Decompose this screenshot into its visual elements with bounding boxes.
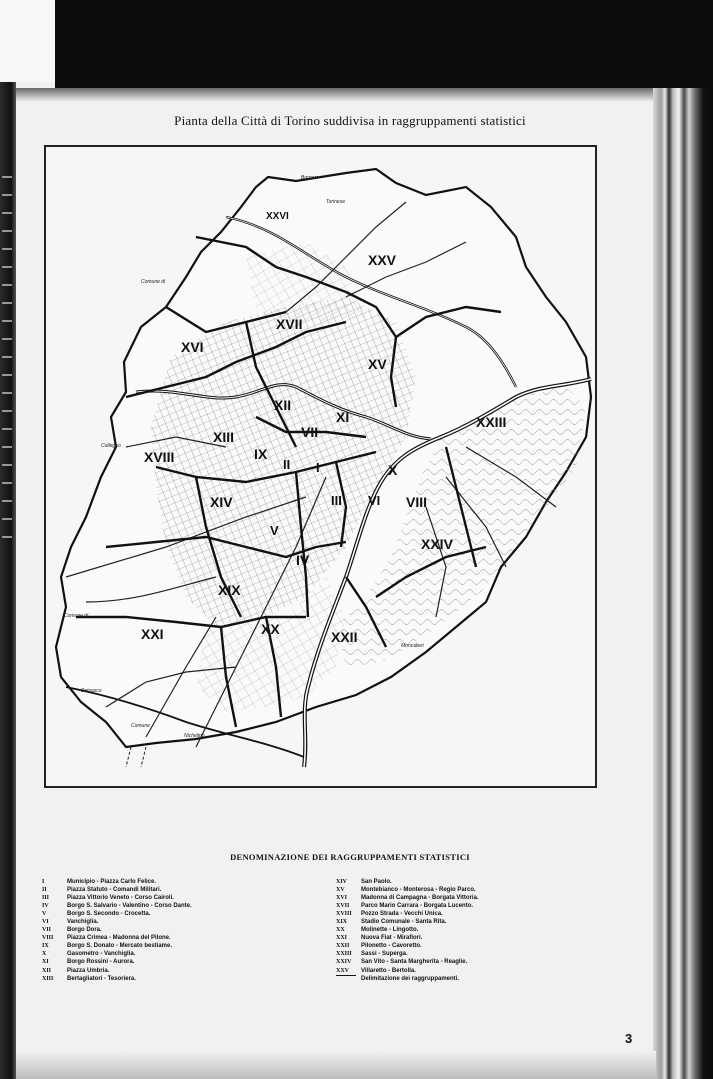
legend-row bbox=[336, 950, 479, 958]
legend-left-column bbox=[42, 878, 192, 983]
scan-left-marks bbox=[2, 160, 12, 540]
legend-title: DENOMINAZIONE DEI RAGGRUPPAMENTI STATISTICI bbox=[230, 852, 470, 862]
district-label-xviii: XVIII bbox=[144, 449, 175, 465]
district-label-vii: VII bbox=[301, 424, 319, 440]
legend-num: XXIII bbox=[336, 951, 352, 958]
district-label-xx: XX bbox=[261, 621, 280, 637]
district-label-ix: IX bbox=[254, 446, 268, 462]
legend-label: Sassi - Superga. bbox=[361, 951, 408, 958]
legend-row bbox=[42, 942, 192, 950]
legend-row bbox=[336, 967, 479, 975]
district-label-xiii: XIII bbox=[213, 429, 235, 445]
legend-label: Villaretto - Bertolla. bbox=[361, 967, 416, 974]
legend-num: XVIII bbox=[336, 911, 352, 918]
legend-label: Pozzo Strada - Vecchi Unica. bbox=[361, 911, 443, 918]
legend-row bbox=[336, 894, 479, 902]
legend-label: Parco Mario Carrara - Borgata Lucento. bbox=[361, 903, 474, 910]
page-bottom-shadow bbox=[16, 1051, 656, 1079]
legend-num: III bbox=[42, 895, 50, 902]
legend-num: IX bbox=[42, 943, 49, 950]
legend-num: XX bbox=[336, 927, 345, 934]
legend-row bbox=[42, 934, 192, 942]
legend-num: II bbox=[42, 887, 47, 894]
legend-label: Gasometro - Vanchiglia. bbox=[67, 951, 136, 958]
legend-row bbox=[42, 975, 192, 983]
district-label-vi: VI bbox=[368, 493, 381, 508]
legend-label: Pilonetto - Cavoretto. bbox=[361, 943, 422, 950]
legend-label: Piazza Statuto - Comandi Militari. bbox=[67, 887, 162, 894]
street-label: Comune di bbox=[141, 279, 166, 285]
district-label-iv: IV bbox=[296, 552, 310, 568]
legend-row bbox=[336, 942, 479, 950]
legend-num: VI bbox=[42, 919, 49, 926]
district-label-xxv: XXV bbox=[368, 252, 397, 268]
legend-num: XIV bbox=[336, 879, 348, 885]
district-label-x: X bbox=[388, 462, 398, 478]
legend-num: X bbox=[42, 951, 47, 958]
legend-label: Borgo S. Donato - Mercato bestiame. bbox=[67, 943, 173, 950]
legend-row bbox=[336, 926, 479, 934]
legend-row bbox=[42, 950, 192, 958]
district-label-i: I bbox=[316, 460, 320, 475]
district-label-xix: XIX bbox=[218, 582, 241, 598]
legend-row bbox=[42, 878, 192, 886]
legend-num: VII bbox=[42, 927, 52, 934]
district-label-xv: XV bbox=[368, 356, 387, 372]
district-label-xxiv: XXIV bbox=[421, 536, 453, 552]
street-label: Collegno bbox=[101, 443, 121, 449]
legend-num: IV bbox=[42, 903, 49, 910]
district-label-xvi: XVI bbox=[181, 339, 204, 355]
street-label: Borgaro bbox=[301, 175, 319, 181]
legend-num: V bbox=[42, 911, 47, 918]
legend-num: XII bbox=[42, 967, 52, 974]
page-title: Pianta della Città di Torino suddivisa in raggruppamenti statistici bbox=[174, 113, 526, 128]
legend-row bbox=[336, 934, 479, 942]
street-label: Torinese bbox=[326, 199, 345, 205]
legend-label: Borgo S. Salvario - Valentino - Corso Dante. bbox=[67, 903, 192, 910]
legend-num: XXII bbox=[336, 943, 350, 950]
boundary-line-symbol bbox=[336, 975, 356, 983]
district-label-viii: VIII bbox=[406, 494, 428, 510]
legend-row bbox=[336, 958, 479, 966]
scan-top-border bbox=[55, 0, 713, 92]
legend-label: Montebianco - Monterosa - Regio Parco. bbox=[361, 887, 476, 894]
legend-row bbox=[42, 958, 192, 966]
legend-label: Borgo Dora. bbox=[67, 927, 102, 934]
street-label: Moncalieri bbox=[401, 643, 424, 649]
district-label-xi: XI bbox=[336, 409, 350, 425]
legend-row bbox=[336, 878, 479, 886]
street-label: Nichelino bbox=[184, 733, 205, 739]
legend-row bbox=[42, 886, 192, 894]
legend-row bbox=[336, 886, 479, 894]
legend-row bbox=[42, 910, 192, 918]
legend-label: Nuova Fiat - Mirafiori. bbox=[361, 935, 423, 942]
district-label-xxi: XXI bbox=[141, 626, 164, 642]
legend-right-column bbox=[336, 878, 479, 983]
legend-num: XIX bbox=[336, 919, 348, 926]
legend-row bbox=[42, 894, 192, 902]
legend-row bbox=[336, 902, 479, 910]
legend-num: I bbox=[42, 879, 45, 885]
legend-num: XV bbox=[336, 887, 345, 894]
legend-row bbox=[42, 926, 192, 934]
legend-label: Municipio - Piazza Carlo Felice. bbox=[67, 879, 157, 885]
legend-label: Piazza Vittorio Veneto - Corso Cairoli. bbox=[67, 895, 174, 902]
legend-label: Bertagliatori - Tesoriera. bbox=[67, 975, 136, 982]
legend-row bbox=[42, 902, 192, 910]
legend-num: XIII bbox=[42, 975, 54, 982]
city-map bbox=[44, 145, 597, 788]
street-label: Comune bbox=[131, 723, 150, 729]
city-map-drawing bbox=[46, 147, 599, 790]
district-label-v: V bbox=[270, 523, 279, 538]
district-label-iii: III bbox=[331, 493, 342, 508]
legend-row bbox=[336, 910, 479, 918]
legend-label: San Vito - Santa Margherita - Reaglie. bbox=[361, 959, 468, 966]
legend-label: San Paolo. bbox=[361, 879, 392, 885]
legend-num: XXV bbox=[336, 967, 349, 974]
district-label-ii: II bbox=[283, 457, 291, 472]
legend-label: Madonna di Campagna - Borgata Vittoria. bbox=[361, 895, 479, 902]
legend-row bbox=[42, 918, 192, 926]
street-label: Comune di bbox=[64, 613, 89, 619]
legend-row bbox=[42, 967, 192, 975]
legend-num: XXI bbox=[336, 935, 348, 942]
page-number: 3 bbox=[625, 1031, 633, 1046]
legend-label: Borgo S. Secondo - Crocetta. bbox=[67, 911, 151, 918]
district-label-xxii: XXII bbox=[331, 629, 358, 645]
legend-num: VIII bbox=[42, 935, 54, 942]
district-label-xxvi: XXVI bbox=[266, 211, 289, 222]
legend-boundary-label: Delimitazione dei raggruppamenti. bbox=[361, 975, 460, 982]
legend-label: Stadio Comunale - Santa Rita. bbox=[361, 919, 447, 926]
district-label-xiv: XIV bbox=[210, 494, 233, 510]
legend-label: Molinette - Lingotto. bbox=[361, 927, 419, 934]
legend-num: XXIV bbox=[336, 959, 352, 966]
book-binding bbox=[653, 88, 713, 1079]
legend-label: Piazza Crimea - Madonna del Pilone. bbox=[67, 935, 171, 942]
legend-label: Vanchiglia. bbox=[67, 919, 99, 926]
legend-num: XVI bbox=[336, 895, 348, 902]
page-top-shadow bbox=[16, 88, 666, 102]
street-label: Beinasco bbox=[81, 688, 102, 694]
scan-corner bbox=[0, 0, 55, 82]
legend-num: XVII bbox=[336, 903, 350, 910]
legend-label: Borgo Rossini - Aurora. bbox=[67, 959, 135, 966]
district-label-xii: XII bbox=[274, 397, 292, 413]
legend-row bbox=[336, 918, 479, 926]
legend-num: XI bbox=[42, 959, 49, 966]
legend-label: Piazza Umbria. bbox=[67, 967, 110, 974]
district-label-xvii: XVII bbox=[276, 316, 303, 332]
district-label-xxiii: XXIII bbox=[476, 414, 507, 430]
legend-boundary-row bbox=[336, 975, 479, 983]
outer-road bbox=[126, 747, 146, 767]
